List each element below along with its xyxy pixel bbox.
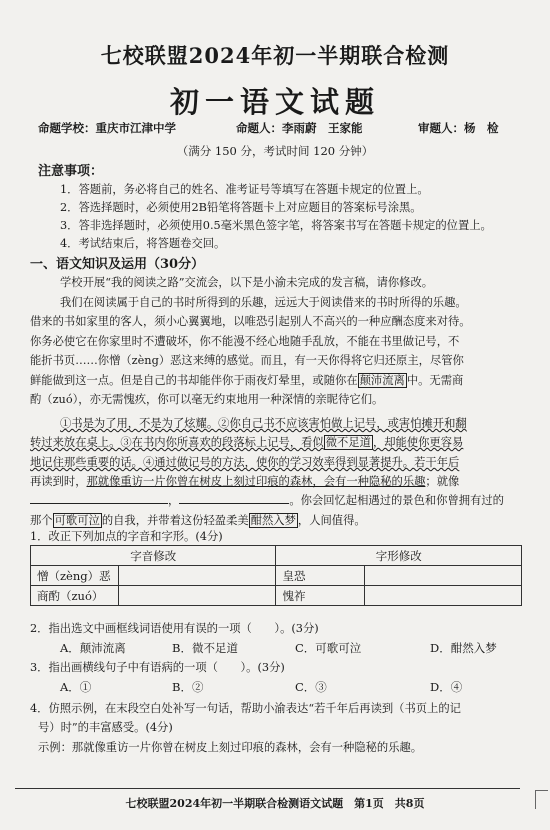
option[interactable]: C．③ <box>295 680 327 694</box>
answer-cell[interactable] <box>364 586 521 606</box>
underlined-example: 那就像重访一片你曾在树皮上刻过印痕的森林，会有一种隐秘的乐趣 <box>86 475 426 488</box>
section-heading: 一、语文知识及运用（30分） <box>30 257 205 272</box>
boxed-word: 微不足道 <box>325 436 371 449</box>
boxed-word: 可歌可泣 <box>54 514 100 527</box>
passage-line: 我们在阅读属于自己的书时所得到的乐趣，远远大于阅读借来的书时所得的乐趣。 <box>60 296 467 309</box>
footer-rule <box>15 788 520 789</box>
boxed-word: 酣然入梦 <box>250 514 296 527</box>
question-1: 1．改正下列加点的字音和字形。(4分) <box>30 530 223 543</box>
passage-line: 借来的书如家里的客人，须小心翼翼地，以唯恐引起别人不高兴的一种应酬态度来对待。 <box>30 315 471 328</box>
table-row: 商酌（zuó） 愧祚 <box>31 586 522 606</box>
author-info: 命题人：李雨蔚 王家能 <box>236 121 363 135</box>
passage-line <box>60 415 467 431</box>
question-4-cont: 号）时”的丰富感受。(4分) <box>38 721 173 734</box>
option[interactable]: A．颠沛流离 <box>60 641 126 655</box>
answer-cell[interactable] <box>119 566 276 586</box>
question-4-example: 示例：那就像重访一片你曾在树皮上刻过印痕的森林，会有一种隐秘的乐趣。 <box>38 741 423 754</box>
note-item: 4．考试结束后，将答题卷交回。 <box>60 237 226 250</box>
notes-heading: 注意事项： <box>38 164 104 179</box>
option[interactable]: C．可歌可泣 <box>295 641 362 655</box>
table-row: 憎（zèng）恶 皇恐 <box>31 566 522 586</box>
question-3: 3．指出画横线句子中有语病的一项（ ）。(3分) <box>30 661 285 674</box>
table-header: 字音修改 <box>31 546 276 566</box>
passage-line: 你务必使它在你家里时不遭破坏，你不能漫不经心地随手乱放，不能在书里做记号，不 <box>30 335 460 348</box>
correction-table <box>30 545 522 606</box>
passage-line: 鲜能做到这一点。但是自己的书却能伴你于雨夜灯晕里，或随你在 颠沛流离 中。无需商 <box>30 374 464 387</box>
corner-mark <box>535 790 548 809</box>
question-2: 2．指出选文中画框线词语使用有误的一项（ ）。(3分) <box>30 622 319 635</box>
reviewer-info: 审题人：杨 检 <box>418 121 499 135</box>
wavy-underline-text: ①书是为了用，不是为了炫耀。②你自己书不应该害怕做上记号，或害怕摊开和翻 <box>60 417 467 430</box>
passage-line: 酌（zuó），亦无需愧疚，你可以毫无约束地用一种深情的亲昵待它们。 <box>30 393 384 406</box>
exam-subtitle: 初一语文试题 <box>169 85 380 119</box>
option[interactable]: D．④ <box>430 680 463 694</box>
answer-cell[interactable] <box>119 586 276 606</box>
answer-blank <box>179 492 289 504</box>
passage-line: 再读到时，那就像重访一片你曾在树皮上刻过印痕的森林，会有一种隐秘的乐趣；就像 <box>30 475 460 488</box>
question-4: 4．仿照示例，在末段空白处补写一句话，帮助小渝表达“若千年后再读到（书页上的记 <box>30 702 461 715</box>
note-item: 3．答非选择题时，必须使用0.5毫米黑色签字笔，将答案书写在答题卡规定的位置上。 <box>60 219 492 232</box>
school-info: 命题学校：重庆市江津中学 <box>38 121 176 135</box>
note-item: 2．答选择题时，必须使用2B铅笔将答题卡上对应题目的答案标号涂黑。 <box>60 201 422 214</box>
passage-line: 转过来放在桌上。③在书内你所喜欢的段落标上记号，看似 微不足道 ，却能使你更容易 <box>30 436 464 449</box>
option[interactable]: A．① <box>60 680 92 694</box>
table-header: 字形修改 <box>276 546 522 566</box>
passage-line: ， 。你会回忆起相遇过的景色和你曾拥有过的 <box>30 492 504 508</box>
option[interactable]: B．② <box>172 680 204 694</box>
passage-line: 地记住那些重要的话。④通过做记号的方法，使你的学习效率得到显著提升。若干年后 <box>30 456 460 469</box>
option[interactable]: D．酣然入梦 <box>430 641 497 655</box>
score-info: （满分 150 分，考试时间 120 分钟） <box>176 144 374 158</box>
page-footer: 七校联盟2024年初一半期联合检测语文试题 第1页 共8页 <box>125 797 425 810</box>
passage-line: 能折书页……你憎（zèng）恶这来缚的感觉。而且，有一天你得将它归还原主，尽管你 <box>30 354 464 367</box>
note-item: 1．答题前，务必将自己的姓名、准考证号等填写在答题卡规定的位置上。 <box>60 183 429 196</box>
answer-blank <box>30 492 168 504</box>
answer-cell[interactable] <box>364 566 521 586</box>
option[interactable]: B．微不足道 <box>172 641 238 655</box>
section-intro: 学校开展“我的阅读之路”交流会，以下是小渝未完成的发言稿，请你修改。 <box>60 276 434 289</box>
passage-line: 那个 可歌可泣 的自我，并带着这份轻盈柔美 酣然入梦 ，人间值得。 <box>30 514 366 527</box>
boxed-word: 颠沛流离 <box>359 374 405 387</box>
exam-title: 七校联盟2024年初一半期联合检测 <box>100 43 450 68</box>
